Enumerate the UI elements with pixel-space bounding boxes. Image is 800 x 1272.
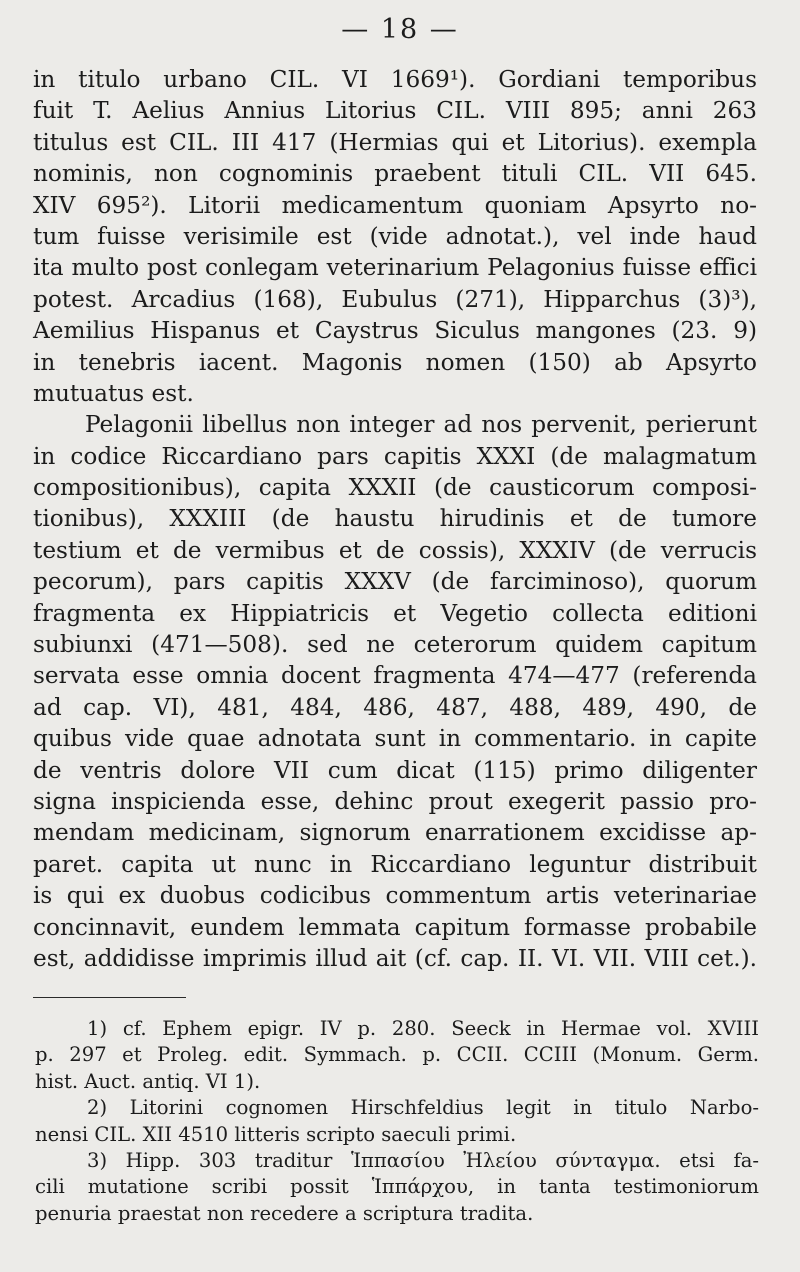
footnote-line: 1) cf. Ephem epigr. IV p. 280. Seeck in Hermae vol. XVIII (87, 1017, 759, 1040)
text-line: testium et de vermibus et de cossis), XXXIV (de verrucis (33, 536, 757, 564)
text-line: nominis, non cognominis praebent tituli CIL. VII 645. (33, 160, 757, 188)
text-line: est, addidisse imprimis illud ait (cf. cap. II. VI. VII. VIII cet.). (33, 944, 757, 972)
text-line: quibus vide quae adnotata sunt in commentario. in capite (33, 725, 757, 753)
footnote-line: cili mutatione scribi possit Ἱππάρχου, in tanta testimoniorum (35, 1175, 759, 1199)
footnote-line: 2) Litorini cognomen Hirschfeldius legit in titulo Narbo- (87, 1096, 759, 1120)
text-line: de ventris dolore VII cum dicat (115) primo diligenter (33, 756, 757, 784)
text-line: titulus est CIL. III 417 (Hermias qui et Litorius). exempla (33, 128, 757, 156)
footnotes (35, 1016, 759, 1227)
text-line: is qui ex duobus codicibus commentum artis veterinariae (33, 882, 757, 910)
text-line: concinnavit, eundem lemmata capitum formasse probabile (33, 913, 757, 941)
page-number: — 18 — (341, 14, 459, 45)
text-line: mutuatus est. (33, 379, 194, 407)
text-line: in codice Riccardiano pars capitis XXXI (de malagmatum (33, 442, 757, 470)
text-line: in tenebris iacent. Magonis nomen (150) ab Apsyrto (33, 348, 757, 376)
text-line: pecorum), pars capitis XXXV (de farciminoso), quorum (33, 568, 757, 596)
text-line: signa inspicienda esse, dehinc prout exegerit passio pro- (33, 787, 757, 815)
text-line: mendam medicinam, signorum enarrationem excidisse ap- (33, 819, 757, 847)
text-line: paret. capita ut nunc in Riccardiano leguntur distribuit (33, 850, 757, 878)
text-line: Aemilius Hispanus et Caystrus Siculus mangones (23. 9) (33, 317, 757, 345)
text-line: in titulo urbano CIL. VI 1669¹). Gordiani temporibus (33, 66, 757, 93)
text-line: ita multo post conlegam veterinarium Pelagonius fuisse effici (33, 254, 757, 282)
text-line: compositionibus), capita XXXII (de causticorum composi- (33, 474, 757, 502)
text-line: tionibus), XXXIII (de haustu hirudinis et de tumore (33, 505, 757, 533)
text-line: fragmenta ex Hippiatricis et Vegetio collecta editioni (33, 599, 757, 627)
text-line: ad cap. VI), 481, 484, 486, 487, 488, 489, 490, de (33, 693, 757, 721)
text-line: XIV 695²). Litorii medicamentum quoniam Apsyrto no- (33, 191, 757, 219)
text-line: servata esse omnia docent fragmenta 474—477 (referenda (33, 662, 757, 690)
text-line: subiunxi (471—508). sed ne ceterorum quidem capitum (33, 631, 757, 659)
main-text (33, 64, 757, 974)
footnote-line: p. 297 et Proleg. edit. Symmach. p. CCII. CCIII (Monum. Germ. (35, 1043, 759, 1067)
footnote-line: nensi CIL. XII 4510 litteris scripto saeculi primi. (35, 1122, 517, 1146)
footnote-line: penuria praestat non recedere a scriptura tradita. (35, 1201, 534, 1225)
text-line: fuit T. Aelius Annius Litorius CIL. VIII 895; anni 263 (33, 97, 757, 125)
text-line: potest. Arcadius (168), Eubulus (271), Hipparchus (3)³), (33, 285, 757, 313)
footnote-line: hist. Auct. antiq. VI 1). (35, 1069, 261, 1093)
footnote-divider (33, 997, 186, 998)
text-line: Pelagonii libellus non integer ad nos pervenit, perierunt (85, 411, 757, 439)
text-line: tum fuisse verisimile est (vide adnotat.), vel inde haud (33, 222, 757, 250)
footnote-line: 3) Hipp. 303 traditur Ἱππασίου Ἠλείου σύνταγμα. etsi fa- (87, 1148, 759, 1172)
